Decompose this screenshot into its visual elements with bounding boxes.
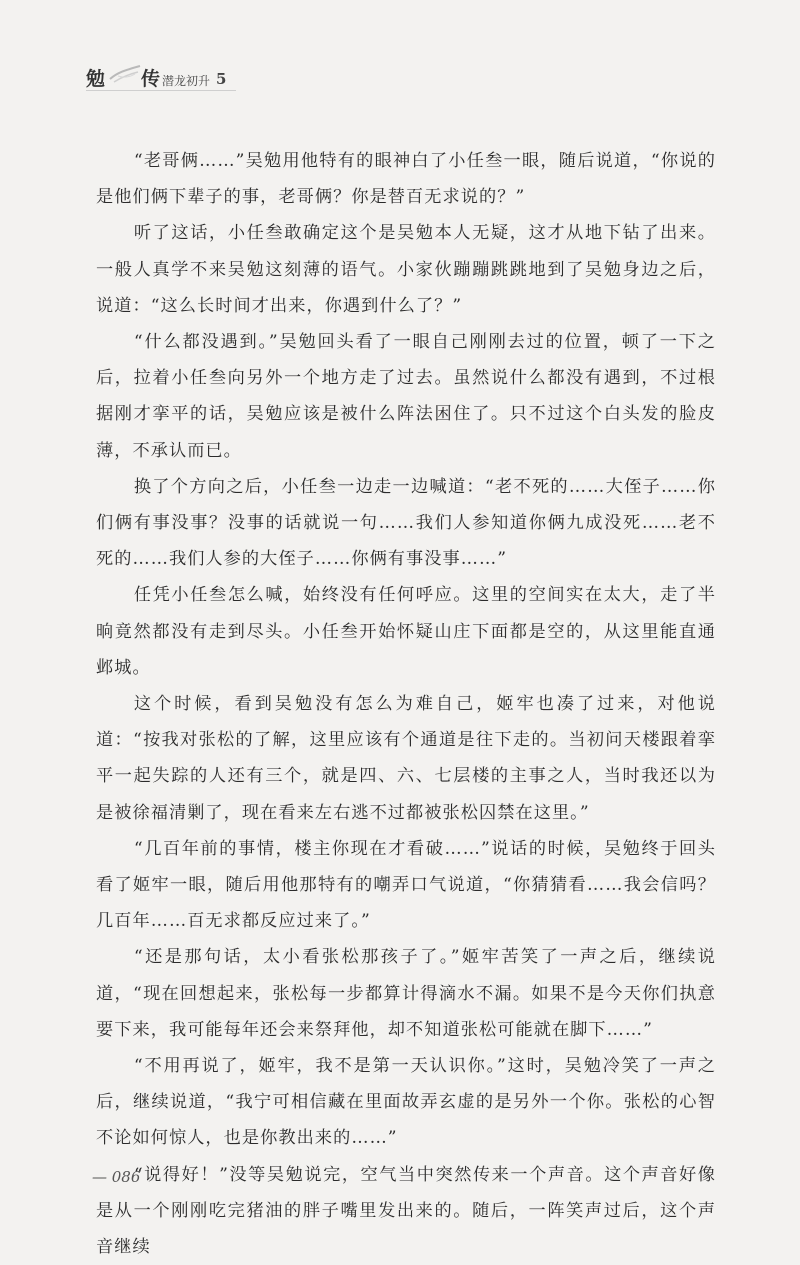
paragraph: 这个时候，看到吴勉没有怎么为难自己，姬牢也凑了过来，对他说道：“按我对张松的了解，这里应该有个通道是往下走的。当初问天楼跟着挛平一起失踪的人还有三个，就是四、六、七层楼的主事之人，当时我还以为是被徐福清剿了，现在看来左右逃不过都被张松囚禁在这里。” bbox=[96, 694, 716, 823]
paragraph: “几百年前的事情，楼主你现在才看破……”说话的时候，吴勉终于回头看了姬牢一眼，随后用他那特有的嘲弄口气说道，“你猜猜看……我会信吗？几百年……百无求都反应过来了。” bbox=[96, 838, 716, 932]
brush-stroke-icon bbox=[108, 62, 142, 86]
header-title-char-1: 勉 bbox=[86, 68, 106, 90]
running-header bbox=[86, 58, 246, 98]
page-number: — 086 bbox=[92, 1168, 141, 1186]
paragraph: 听了这话，小任叁敢确定这个是吴勉本人无疑，这才从地下钻了出来。一般人真学不来吴勉这刻薄的语气。小家伙蹦蹦跳跳地到了吴勉身边之后，说道：“这么长时间才出来，你遇到什么了？” bbox=[96, 223, 716, 316]
paragraph: “说得好！”没等吴勉说完，空气当中突然传来一个声音。这个声音好像是从一个刚刚吃完猪油的胖子嘴里发出来的。随后，一阵笑声过后，这个声音继续 bbox=[96, 1164, 716, 1258]
header-title-char-2: 传 bbox=[141, 68, 161, 90]
paragraph: 换了个方向之后，小任叁一边走一边喊道：“老不死的……大侄子……你们俩有事没事？没事的话就说一句……我们人参知道你俩九成没死……老不死的……我们人参的大侄子……你俩有事没事……” bbox=[96, 476, 716, 570]
header-divider bbox=[86, 90, 236, 91]
header-volume-number: 5 bbox=[216, 70, 227, 88]
paragraph: “什么都没遇到。”吴勉回头看了一眼自己刚刚去过的位置，顿了一下之后，拉着小任叁向另外一个地方走了过去。虽然说什么都没有遇到，不过根据刚才挛平的话，吴勉应该是被什么阵法困住了。只不过这个白头发的脸皮薄，不承认而已。 bbox=[96, 332, 716, 461]
header-subtitle: 潜龙初升 bbox=[162, 74, 211, 88]
paragraph: “不用再说了，姬牢，我不是第一天认识你。”这时，吴勉冷笑了一声之后，继续说道，“我宁可相信藏在里面故弄玄虚的是另外一个你。张松的心智不论如何惊人，也是你教出来的……” bbox=[96, 1056, 716, 1149]
body-text bbox=[96, 143, 716, 1265]
paragraph: 任凭小任叁怎么喊，始终没有任何呼应。这里的空间实在太大，走了半晌竟然都没有走到尽头。小任叁开始怀疑山庄下面都是空的，从这里能直通邺城。 bbox=[96, 585, 716, 678]
paragraph: “老哥俩……”吴勉用他特有的眼神白了小任叁一眼，随后说道，“你说的是他们俩下辈子的事，老哥俩？你是替百无求说的？” bbox=[96, 151, 716, 208]
paragraph: “还是那句话，太小看张松那孩子了。”姬牢苦笑了一声之后，继续说道，“现在回想起来，张松每一步都算计得滴水不漏。如果不是今天你们执意要下来，我可能每年还会来祭拜他，却不知道张松可能就在脚下……” bbox=[96, 947, 716, 1040]
